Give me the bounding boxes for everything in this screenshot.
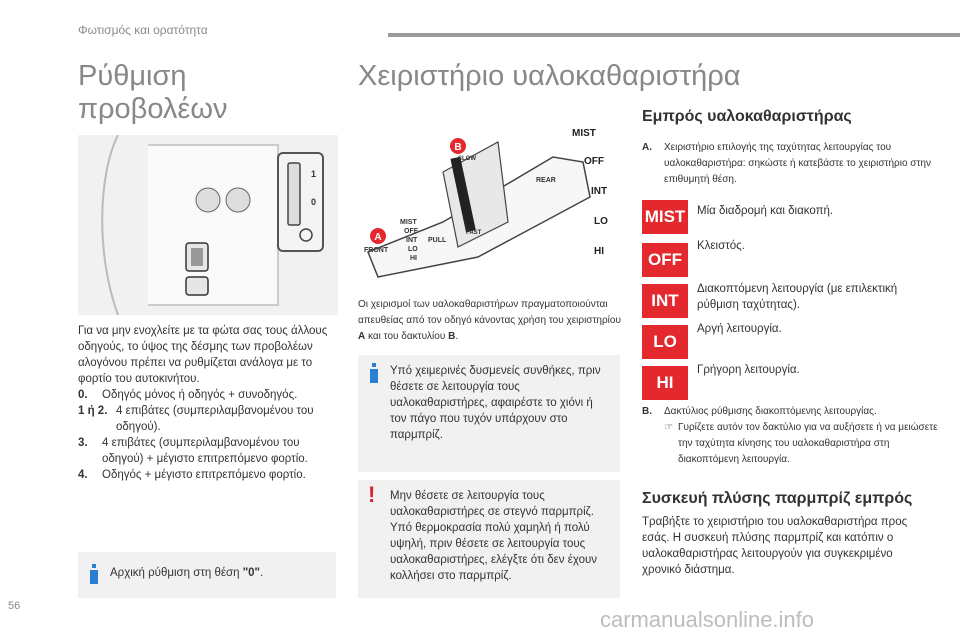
winter-tip (358, 355, 620, 472)
rear-label: REAR (536, 177, 556, 184)
int-badge: INT (642, 284, 688, 318)
caption-part-2: και του δακτυλίου (365, 331, 449, 342)
watermark: carmanualsonline.info (600, 607, 815, 632)
wheel-label-1: 1 (311, 169, 317, 179)
section-header: Φωτισμός και ορατότητα (78, 23, 208, 37)
intro-paragraph: Για να μην ενοχλείτε με τα φώτα σας τους άλλους οδηγούς, το ύψος της δέσμης των προβολέων αλογόνου πρέπει να ρυθμίζεται ανάλογα με το φορτίο του αυτοκινήτου. (78, 325, 328, 385)
title-line-2: προβολέων (78, 93, 228, 125)
warning-text: Μην θέσετε σε λειτουργία τους υαλοκαθαριστήρες σε στεγνό παρμπρίζ. Υπό θερμοκρασία πολύ χαμηλή ή πολύ υψηλή, πριν θέσετε σε λειτουργία τους υαλοκαθαριστήρες, ελέγξτε ότι δεν έχουν κολλήσει στο παρμπρίζ. (390, 490, 597, 582)
hi-badge: HI (642, 366, 688, 400)
warning-icon: ! (368, 482, 376, 507)
load-item-3 (78, 435, 336, 467)
mist-position: MIST (400, 219, 417, 226)
caption-part-1: Οι χειρισμοί των υαλοκαθαριστήρων πραγματοποιούνται απευθείας από τον οδηγό κάνοντας χρήση του χειριστηρίου (358, 299, 621, 326)
caption-b: B (448, 331, 456, 342)
info-icon (370, 369, 378, 383)
off-badge: OFF (642, 243, 688, 277)
wiper-control-title: Χειριστήριο υαλοκαθαριστήρα (358, 60, 741, 92)
caption-end: . (455, 331, 459, 342)
lo-position: LO (408, 246, 418, 253)
title-line-1: Ρύθμιση (78, 60, 187, 92)
hi-callout: HI (594, 246, 604, 257)
dry-windscreen-warning (358, 480, 620, 598)
load-item-4 (78, 467, 336, 483)
item-key: 4. (78, 469, 88, 481)
wheel-label-0: 0 (311, 197, 317, 207)
fast-label: FAST (466, 230, 482, 236)
int-position: INT (406, 237, 418, 244)
ring-b-description (642, 404, 952, 468)
headlight-adjust-title (78, 60, 338, 126)
control-a-description (642, 140, 942, 188)
item-text: 4 επιβάτες (συμπεριλαμβανομένου του οδηγού) + μέγιστο επιτρεπόμενο φορτίο. (102, 437, 308, 465)
washer-heading: Συσκευή πλύσης παρμπρίζ εμπρός (642, 490, 913, 507)
b-text: Δακτύλιος ρύθμισης διακοπτόμενης λειτουργίας. (664, 406, 877, 417)
lo-description: Αργή λειτουργία. (697, 323, 782, 335)
headlight-instructions (78, 323, 336, 483)
int-callout: INT (591, 186, 608, 197)
lo-callout: LO (594, 216, 608, 227)
tip-text (110, 565, 332, 581)
b-subtext: Γυρίζετε αυτόν τον δακτύλιο για να αυξήσετε ή να μειώσετε την ταχύτητα κίνησης του υαλοκαθαριστήρα στη διακοπτόμενη λειτουργία. (678, 422, 938, 465)
illustration-caption (358, 297, 622, 345)
winter-tip-text: Υπό χειμερινές δυσμενείς συνθήκες, πριν θέσετε σε λειτουργία τους υαλοκαθαριστήρες, αφαιρέστε το χιόνι ή τον πάγο που τυχόν υπάρχουν στο παρμπρίζ. (390, 365, 601, 441)
lo-badge: LO (642, 325, 688, 359)
item-text: 4 επιβάτες (συμπεριλαμβανομένου του οδηγού). (116, 405, 314, 433)
slow-label: SLOW (458, 156, 476, 162)
b-key: B. (642, 406, 652, 417)
initial-setting-tip (78, 552, 336, 598)
wiper-stalk-illustration (358, 102, 620, 282)
dashboard-drawing (78, 135, 338, 315)
headlight-adjuster-illustration (78, 135, 338, 315)
a-text: Χειριστήριο επιλογής της ταχύτητας λειτουργίας του υαλοκαθαριστήρα: σηκώστε ή κατεβάστε το χειριστήριο στην επιθυμητή θέση. (664, 142, 931, 185)
caption-a: A (358, 331, 366, 342)
front-label: FRONT (364, 247, 389, 254)
callout-b: B (454, 142, 462, 153)
a-key: A. (642, 142, 652, 153)
tip-prefix: Αρχική ρύθμιση στη θέση (110, 567, 243, 579)
load-item-0 (78, 387, 336, 403)
adjuster-wheel (288, 163, 300, 225)
item-key: 0. (78, 389, 88, 401)
off-description: Κλειστός. (697, 240, 745, 252)
header-rule (388, 33, 960, 37)
wiper-stalk-drawing (358, 102, 620, 282)
front-wiper-heading: Εμπρός υαλοκαθαριστήρας (642, 108, 852, 125)
pull-label: PULL (428, 237, 447, 244)
hi-description: Γρήγορη λειτουργία. (697, 364, 800, 376)
callout-a: A (374, 232, 382, 243)
item-text: Οδηγός μόνος ή οδηγός + συνοδηγός. (102, 389, 298, 401)
item-key: 1 ή 2. (78, 405, 108, 417)
washer-text: Τραβήξτε το χειριστήριο του υαλοκαθαριστήρα προς εσάς. Η συσκευή πλύσης παρμπρίζ και κατόπιν ο υαλοκαθαριστήρας λειτουργούν για συγκεκριμένο χρονικό διάστημα. (642, 516, 908, 576)
mist-callout: MIST (572, 128, 596, 139)
tip-suffix: . (260, 567, 264, 579)
mist-badge: MIST (642, 200, 688, 234)
item-text: Οδηγός + μέγιστο επιτρεπόμενο φορτίο. (102, 469, 306, 481)
hi-position: HI (410, 255, 417, 262)
mist-description: Μία διαδρομή και διακοπή. (697, 205, 834, 217)
off-position: OFF (404, 228, 418, 235)
off-callout: OFF (584, 156, 604, 167)
int-description: Διακοπτόμενη λειτουργία (με επιλεκτική ρύθμιση ταχύτητας). (697, 283, 898, 311)
info-icon (90, 570, 98, 584)
page-number: 56 (8, 600, 21, 612)
arrow-icon: ☞ (664, 422, 673, 433)
load-item-1 (78, 403, 336, 435)
item-key: 3. (78, 437, 88, 449)
tip-value: "0" (242, 567, 260, 579)
